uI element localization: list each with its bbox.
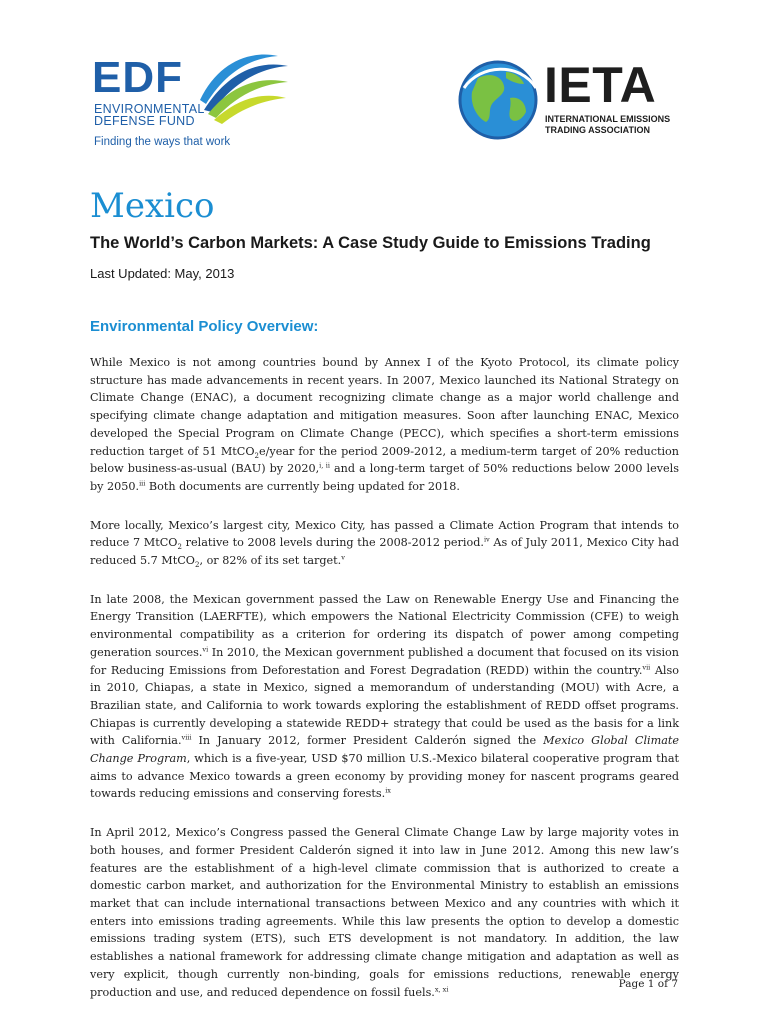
subscript: 2 [194, 561, 200, 570]
document-body [90, 354, 679, 1022]
subscript: 2 [254, 451, 259, 460]
endnote-ref[interactable]: iii [139, 479, 146, 488]
paragraph-mexico-city [90, 517, 679, 570]
paragraph-climate-change-law [90, 824, 679, 1001]
text-run: In late 2008, the Mexican government passed the Law on Renewable Energy Use and Financing the Energy Transition (LAERFTE), which empowers the National Electricity Commission (CFE) to weigh environmental compatibility as a criterion for ordering its dispatch of power among competing generation sources. [90, 592, 679, 659]
edf-full-name [94, 103, 205, 127]
edf-name-line-2: DEFENSE FUND [94, 114, 195, 128]
endnote-ref[interactable]: i, ii [319, 461, 330, 470]
page-title: Mexico [90, 186, 215, 226]
text-run: As of July 2011, Mexico City had reduced 5.7 MtCO [90, 536, 679, 568]
subscript: 2 [177, 543, 182, 552]
edf-wordmark: EDF [92, 53, 183, 102]
program-name: Mexico Global Climate Change Program [90, 734, 679, 766]
edf-name-line-1: ENVIRONMENTAL [94, 102, 205, 116]
endnote-ref[interactable]: iv [483, 535, 490, 544]
text-run: In 2010, the Mexican government published a document that focused on its vision for Reducing Emissions from Deforestation and Forest Degradation (REDD) within the country. [90, 645, 679, 677]
ieta-full-name [545, 114, 670, 136]
document-subtitle: The World’s Carbon Markets: A Case Study Guide to Emissions Trading [90, 234, 651, 252]
text-run: and a long-term target of 50% reductions below 2000 levels by 2050. [90, 462, 679, 493]
endnote-ref[interactable]: x, xi [434, 984, 449, 993]
text-run: Also in 2010, Chiapas, a state in Mexico, signed a memorandum of understanding (MOU) with Acre, a Brazilian state, and California to work towards exploring the establishment of REDD offset programs. Chiapas is currently developing a statewide REDD+ strategy that could be used as the basis for a link with California. [90, 663, 679, 748]
text-run: While Mexico is not among countries bound by Annex I of the Kyoto Protocol, its climate policy structure has made advancements in recent years. In 2007, Mexico launched its National Strategy on Climate Change (ENAC), a document recognizing climate change as a major world challenge and specifying climate change adaptation and mitigation measures. Soon after launching ENAC, Mexico developed the Special Program on Climate Change (PECC), which specifies a short-term emissions reduction target of 51 MtCO [90, 356, 679, 458]
last-updated-date: Last Updated: May, 2013 [90, 266, 235, 281]
edf-logo [92, 53, 292, 152]
text-run: Both documents are currently being updated for 2018. [145, 479, 460, 493]
text-run: e/year for the period 2009-2012, a medium-term target of 20% reduction below business-as-usual (BAU) by 2020, [90, 444, 679, 476]
section-heading: Environmental Policy Overview: [90, 318, 319, 335]
endnote-ref[interactable]: viii [181, 733, 192, 742]
endnote-ref[interactable]: vi [202, 645, 209, 654]
page-number: Page 1 of 7 [618, 978, 678, 990]
edf-swoosh-icon [198, 52, 290, 132]
edf-tagline: Finding the ways that work [94, 136, 231, 148]
ieta-logo [456, 58, 686, 148]
text-run: , or 82% of its set target. [199, 554, 342, 568]
text-run: , which is a five-year, USD $70 million U.S.-Mexico bilateral cooperative program that aims to advance Mexico towards a green economy by providing money for nascent programs geared towards reducing emissions and conserving forests. [90, 752, 679, 801]
endnote-ref[interactable]: vii [642, 662, 651, 671]
endnote-ref[interactable]: ix [385, 786, 391, 795]
globe-icon [456, 58, 540, 142]
ieta-name-line-2: TRADING ASSOCIATION [545, 125, 650, 135]
ieta-wordmark: IETA [544, 57, 657, 113]
paragraph-kyoto-enac-pecc [90, 354, 679, 496]
paragraph-laerfte-redd [90, 591, 679, 803]
text-run: More locally, Mexico’s largest city, Mexico City, has passed a Climate Action Program that intends to reduce 7 MtCO [90, 518, 679, 550]
ieta-name-line-1: INTERNATIONAL EMISSIONS [545, 114, 671, 124]
text-run: In April 2012, Mexico’s Congress passed the General Climate Change Law by large majority votes in both houses, and former President Calderón signed it into law in June 2012. Among this new law’s features are the establishment of a high-level climate commission that is authorized to create a domestic carbon market, and authorization for the Environmental Ministry to establish an emissions market that can include international transactions between Mexico and any countries with which it enters into emissions trading agreements. While this law presents the option to develop a domestic emissions trading system (ETS), such ETS development is not mandatory. In addition, the law establishes a national framework for addressing climate change mitigation and adaptation as well as very explicit, though currently non-binding, goals for emissions reductions, renewable energy production and use, and reduced dependence on fossil fuels. [90, 826, 679, 999]
text-run: In January 2012, former President Calderón signed the [191, 734, 544, 748]
text-run: relative to 2008 levels during the 2008-2012 period. [181, 536, 484, 550]
endnote-ref[interactable]: v [341, 553, 345, 562]
